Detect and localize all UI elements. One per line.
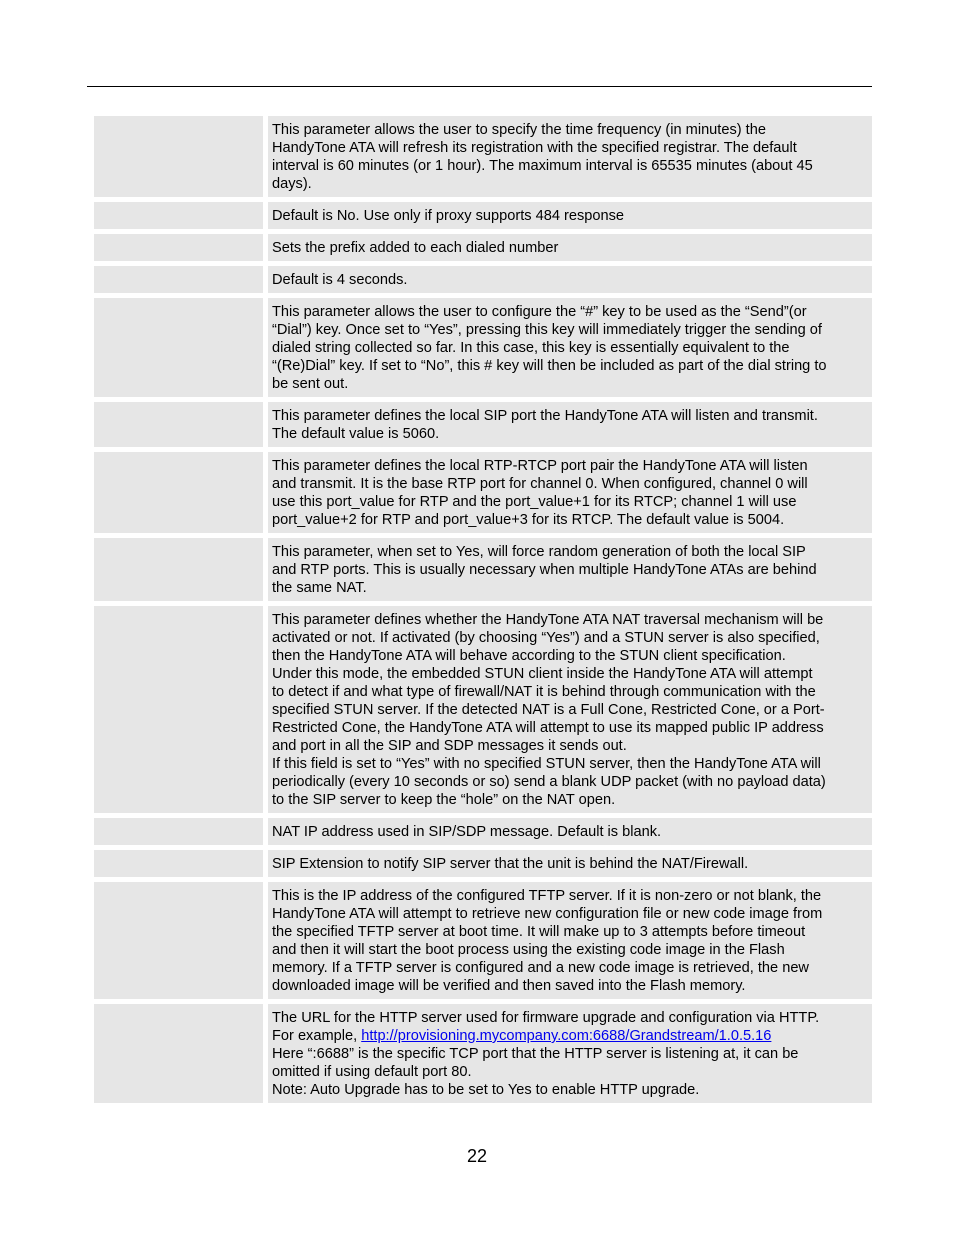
table-row bbox=[94, 818, 876, 845]
parameter-table bbox=[94, 116, 876, 1108]
description-line: and then it will start the boot process using the existing code image in the Flash bbox=[272, 942, 785, 958]
table-row bbox=[94, 1004, 876, 1103]
description-line: This parameter allows the user to specify the time frequency (in minutes) the bbox=[272, 122, 766, 138]
parameter-description-cell bbox=[268, 538, 872, 601]
description-line: Restricted Cone, the HandyTone ATA will attempt to use its mapped public IP address bbox=[272, 720, 824, 736]
description-line: then the HandyTone ATA will behave according to the STUN client specification. bbox=[272, 648, 786, 664]
description-line: port_value+2 for RTP and port_value+3 for its RTCP. The default value is 5004. bbox=[272, 512, 785, 528]
description-line: HandyTone ATA will attempt to retrieve new configuration file or new code image from bbox=[272, 906, 823, 922]
parameter-description-cell bbox=[268, 882, 872, 999]
parameter-name-cell bbox=[94, 116, 263, 197]
description-line: memory. If a TFTP server is configured and a new code image is retrieved, the new bbox=[272, 960, 809, 976]
description-line: activated or not. If activated (by choosing “Yes”) and a STUN server is also specified, bbox=[272, 630, 820, 646]
description-line: The default value is 5060. bbox=[272, 426, 440, 442]
description-line: Here “:6688” is the specific TCP port that the HTTP server is listening at, it can be bbox=[272, 1046, 799, 1062]
parameter-description-cell bbox=[268, 266, 872, 293]
description-line: the specified TFTP server at boot time. It will make up to 3 attempts before timeout bbox=[272, 924, 806, 940]
description-line: periodically (every 10 seconds or so) send a blank UDP packet (with no payload data) bbox=[272, 774, 826, 790]
description-line: and port in all the SIP and SDP messages it sends out. bbox=[272, 738, 627, 754]
parameter-name-cell bbox=[94, 882, 263, 999]
table-row bbox=[94, 266, 876, 293]
description-line: days). bbox=[272, 176, 312, 192]
table-row bbox=[94, 202, 876, 229]
parameter-name-cell bbox=[94, 266, 263, 293]
description-line: The URL for the HTTP server used for firmware upgrade and configuration via HTTP. bbox=[272, 1010, 820, 1026]
description-line: be sent out. bbox=[272, 376, 349, 392]
description-line: This parameter defines the local SIP port the HandyTone ATA will listen and transmit. bbox=[272, 408, 818, 424]
parameter-name-cell bbox=[94, 1004, 263, 1103]
description-line: use this port_value for RTP and the port_value+1 for its RTCP; channel 1 will use bbox=[272, 494, 797, 510]
parameter-name-cell bbox=[94, 452, 263, 533]
table-row bbox=[94, 452, 876, 533]
description-line: This parameter defines whether the HandyTone ATA NAT traversal mechanism will be bbox=[272, 612, 824, 628]
description-line: and transmit. It is the base RTP port for channel 0. When configured, channel 0 will bbox=[272, 476, 808, 492]
table-row bbox=[94, 882, 876, 999]
description-line: Default is No. Use only if proxy supports 484 response bbox=[272, 208, 625, 224]
example-prefix: For example, bbox=[272, 1028, 362, 1044]
parameter-name-cell bbox=[94, 850, 263, 877]
parameter-description-cell bbox=[268, 1004, 872, 1103]
description-line: to the SIP server to keep the “hole” on the NAT open. bbox=[272, 792, 616, 808]
parameter-name-cell bbox=[94, 538, 263, 601]
description-line: NAT IP address used in SIP/SDP message. Default is blank. bbox=[272, 824, 662, 840]
example-line bbox=[272, 1027, 868, 1045]
description-line: SIP Extension to notify SIP server that the unit is behind the NAT/Firewall. bbox=[272, 856, 749, 872]
description-line: HandyTone ATA will refresh its registration with the specified registrar. The default bbox=[272, 140, 797, 156]
parameter-name-cell bbox=[94, 298, 263, 397]
parameter-description-cell bbox=[268, 402, 872, 447]
description-line: specified STUN server. If the detected NAT is a Full Cone, Restricted Cone, or a Port- bbox=[272, 702, 825, 718]
description-line: downloaded image will be verified and then saved into the Flash memory. bbox=[272, 978, 746, 994]
description-line: “Dial”) key. Once set to “Yes”, pressing this key will immediately trigger the sending of bbox=[272, 322, 822, 338]
description-line: to detect if and what type of firewall/NAT it is behind through communication with the bbox=[272, 684, 816, 700]
parameter-name-cell bbox=[94, 234, 263, 261]
parameter-description-cell bbox=[268, 452, 872, 533]
table-row bbox=[94, 850, 876, 877]
description-line: If this field is set to “Yes” with no specified STUN server, then the HandyTone ATA will bbox=[272, 756, 821, 772]
description-line: and RTP ports. This is usually necessary when multiple HandyTone ATAs are behind bbox=[272, 562, 817, 578]
table-row bbox=[94, 116, 876, 197]
description-line: Under this mode, the embedded STUN client inside the HandyTone ATA will attempt bbox=[272, 666, 813, 682]
parameter-name-cell bbox=[94, 818, 263, 845]
provisioning-url-link[interactable]: http://provisioning.mycompany.com:6688/Grandstream/1.0.5.16 bbox=[361, 1028, 772, 1044]
description-line: This parameter, when set to Yes, will force random generation of both the local SIP bbox=[272, 544, 806, 560]
parameter-name-cell bbox=[94, 402, 263, 447]
description-line: “(Re)Dial” key. If set to “No”, this # key will then be included as part of the dial string to bbox=[272, 358, 827, 374]
parameter-name-cell bbox=[94, 606, 263, 813]
table-row bbox=[94, 298, 876, 397]
parameter-description-cell bbox=[268, 298, 872, 397]
table-row bbox=[94, 234, 876, 261]
page-number: 22 bbox=[466, 1146, 488, 1166]
description-line: Note: Auto Upgrade has to be set to Yes to enable HTTP upgrade. bbox=[272, 1082, 700, 1098]
description-line: the same NAT. bbox=[272, 580, 367, 596]
description-line: dialed string collected so far. In this case, this key is essentially equivalent to the bbox=[272, 340, 790, 356]
parameter-description-cell bbox=[268, 234, 872, 261]
description-line: This parameter defines the local RTP-RTCP port pair the HandyTone ATA will listen bbox=[272, 458, 808, 474]
table-row bbox=[94, 402, 876, 447]
description-line: This parameter allows the user to configure the “#” key to be used as the “Send”(or bbox=[272, 304, 807, 320]
parameter-description-cell bbox=[268, 202, 872, 229]
parameter-description-cell bbox=[268, 116, 872, 197]
description-line: Default is 4 seconds. bbox=[272, 272, 408, 288]
description-line: omitted if using default port 80. bbox=[272, 1064, 472, 1080]
parameter-description-cell bbox=[268, 850, 872, 877]
parameter-name-cell bbox=[94, 202, 263, 229]
description-line: interval is 60 minutes (or 1 hour). The maximum interval is 65535 minutes (about 45 bbox=[272, 158, 813, 174]
table-row bbox=[94, 538, 876, 601]
description-line: Sets the prefix added to each dialed number bbox=[272, 240, 559, 256]
table-row bbox=[94, 606, 876, 813]
header-rule bbox=[87, 86, 872, 87]
parameter-description-cell bbox=[268, 818, 872, 845]
parameter-description-cell bbox=[268, 606, 872, 813]
description-line: This is the IP address of the configured TFTP server. If it is non-zero or not blank, the bbox=[272, 888, 822, 904]
